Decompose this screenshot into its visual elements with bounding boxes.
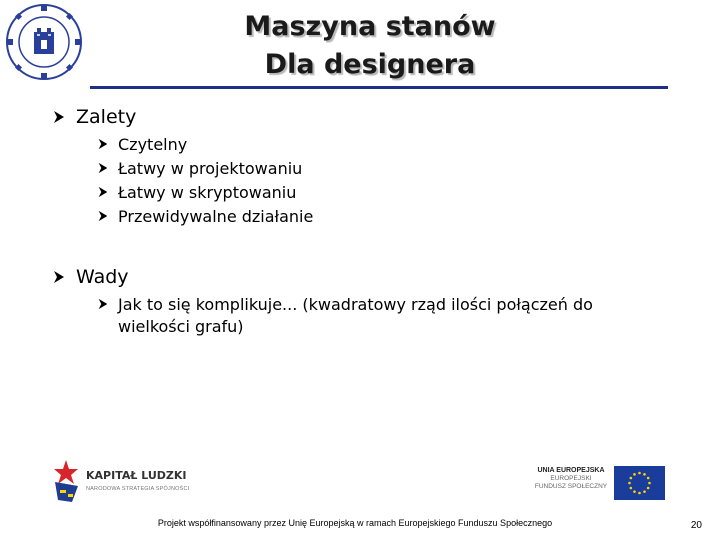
- arrow-bullet-icon: [97, 210, 109, 222]
- eu-star: [647, 477, 650, 480]
- arrow-bullet-icon: [52, 110, 66, 124]
- bullet-label-zalety: Zalety: [76, 106, 137, 128]
- arrow-bullet-icon: [97, 186, 109, 198]
- kapital-ludzki-star-icon: [52, 456, 82, 506]
- sub-bullet: [97, 134, 187, 156]
- bullet-zalety: [52, 105, 136, 129]
- eu-star: [638, 492, 641, 495]
- title-underline: [90, 86, 668, 89]
- eu-star: [633, 473, 636, 476]
- eu-logo: [533, 462, 669, 502]
- eu-star: [633, 490, 636, 493]
- sub-bullet-text: Łatwy w projektowaniu: [118, 159, 303, 178]
- sub-bullet-text: Przewidywalne działanie: [118, 207, 314, 226]
- university-seal-icon: [4, 2, 84, 82]
- slide-title: [120, 8, 620, 84]
- arrow-bullet-icon: [97, 298, 109, 310]
- kapital-ludzki-title: KAPITAŁ LUDZKI: [86, 469, 187, 482]
- title-line-2: Dla designera: [264, 49, 476, 80]
- arrow-bullet-icon: [97, 138, 109, 150]
- eu-line-1: UNIA EUROPEJSKA: [537, 467, 605, 474]
- kapital-ludzki-subtitle: NARODOWA STRATEGIA SPÓJNOŚCI: [86, 486, 190, 492]
- eu-star: [648, 482, 651, 485]
- cofinancing-note: Projekt współfinansowany przez Unię Europejską w ramach Europejskiego Funduszu Społecznego: [157, 518, 553, 528]
- sub-bullet: [97, 158, 302, 180]
- eu-text: [533, 467, 609, 491]
- eu-star: [643, 473, 646, 476]
- eu-star: [630, 487, 633, 490]
- kapital-ludzki-logo: [52, 456, 197, 506]
- eu-star: [638, 472, 641, 475]
- eu-star: [647, 487, 650, 490]
- eu-line-3: FUNDUSZ SPOŁECZNY: [534, 483, 608, 490]
- bullet-label-wady: Wady: [76, 266, 129, 288]
- sub-bullet-text: Czytelny: [118, 135, 188, 154]
- sub-bullet: [97, 182, 296, 204]
- eu-star: [628, 482, 631, 485]
- arrow-bullet-icon: [97, 162, 109, 174]
- sub-bullet: [97, 294, 638, 338]
- eu-star: [643, 490, 646, 493]
- eu-flag-icon: [614, 466, 665, 500]
- eu-star: [630, 477, 633, 480]
- title-line-1: Maszyna stanów: [244, 11, 496, 42]
- page-number: 20: [690, 520, 702, 531]
- sub-bullet-text: Jak to się komplikuje... (kwadratowy rząd ilości połączeń do wielkości grafu): [118, 295, 593, 336]
- arrow-bullet-icon: [52, 270, 66, 284]
- sub-bullet: [97, 206, 313, 228]
- eu-line-2: EUROPEJSKI: [550, 475, 592, 482]
- bullet-wady: [52, 265, 129, 289]
- sub-bullet-text: Łatwy w skryptowaniu: [118, 183, 297, 202]
